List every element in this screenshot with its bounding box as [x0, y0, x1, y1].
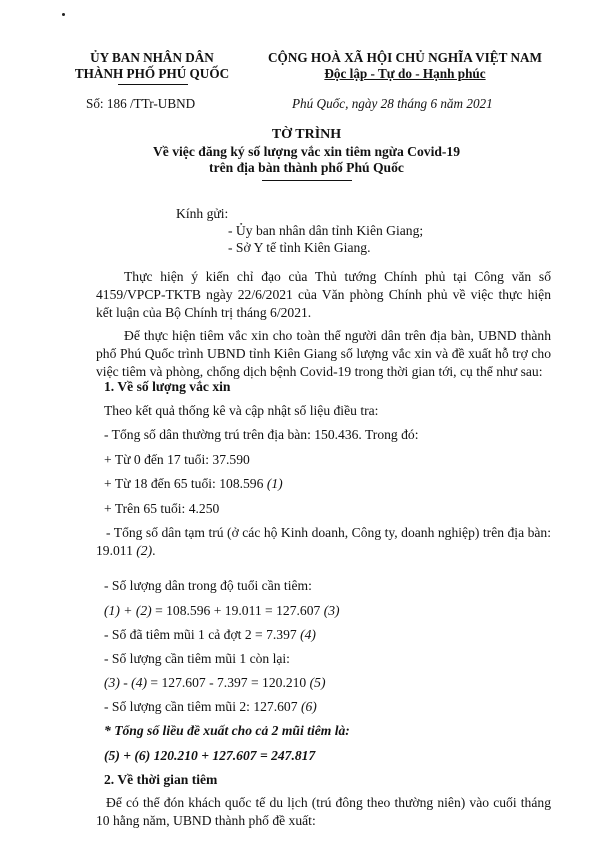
line-age-needing: - Số lượng dân trong độ tuổi cần tiêm: [104, 578, 312, 593]
line-dose1-remaining: - Số lượng cần tiêm mũi 1 còn lại: [104, 651, 290, 666]
formula-5: (3) - (4) = 127.607 - 7.397 = 120.210 (5) [104, 675, 326, 690]
line-temporary-residents: - Tổng số dân tạm trú (ở các hộ Kinh doanh, Công ty, doanh nghiệp) trên địa bàn: 19.011 (2). [96, 525, 551, 558]
national-motto: Độc lập - Tự do - Hạnh phúc [324, 66, 486, 81]
place-date: Phú Quốc, ngày 28 tháng 6 năm 2021 [292, 96, 493, 111]
recipient-1: - Ủy ban nhân dân tỉnh Kiên Giang; [228, 223, 424, 238]
line-dose2: - Số lượng cần tiêm mũi 2: 127.607 (6) [104, 699, 317, 714]
document-title: TỜ TRÌNH [271, 127, 342, 142]
line-age-18-65: + Từ 18 đến 65 tuổi: 108.596 (1) [104, 476, 283, 491]
document-subject-1: Về việc đăng ký số lượng vắc xin tiêm ngừa Covid-19 [152, 144, 461, 159]
paragraph-1: Thực hiện ý kiến chỉ đạo của Thủ tướng Chính phủ tại Công văn số 4159/VPCP-TKTB ngày 22/6/2021 của Văn phòng Chính phủ về việc thực hiện kết luận của Bộ Chính trị tháng 6/2021. [96, 269, 551, 320]
section-heading-1: 1. Về số lượng vắc xin [104, 379, 231, 394]
line-dose1-done: - Số đã tiêm mũi 1 cả đợt 2 = 7.397 (4) [104, 627, 316, 642]
document-subject-2: trên địa bàn thành phố Phú Quốc [209, 160, 404, 175]
national-title: CỘNG HOÀ XÃ HỘI CHỦ NGHĨA VIỆT NAM [268, 50, 542, 65]
document-number: Số: 186 /TTr-UBND [86, 96, 196, 111]
line-resident-total: - Tổng số dân thường trú trên địa bàn: 150.436. Trong đó: [104, 427, 419, 442]
paragraph-2: Để thực hiện tiêm vắc xin cho toàn thể người dân trên địa bàn, UBND thành phố Phú Quốc trình UBND tỉnh Kiên Giang số lượng vắc xin và đề xuất hỗ trợ cho việc tiêm và phòng, chống dịch bệnh Covid-19 trong thời gian tới, cụ thể như sau: [96, 328, 551, 379]
issuer-underline [118, 84, 188, 85]
scan-dot [62, 13, 65, 16]
line-survey: Theo kết quả thống kê và cập nhật số liệu điều tra: [104, 403, 379, 418]
line-total-proposed: * Tổng số liều đề xuất cho cả 2 mũi tiêm là: [104, 723, 350, 738]
paragraph-section-2: Để có thể đón khách quốc tế du lịch (trú đông theo thường niên) vào cuối tháng 10 hằng năm, UBND thành phố đề xuất: [96, 795, 551, 828]
recipients-label: Kính gửi: [176, 206, 229, 221]
section-heading-2: 2. Về thời gian tiêm [104, 772, 218, 787]
formula-3: (1) + (2) = 108.596 + 19.011 = 127.607 (3) [104, 603, 340, 618]
issuer-line-2: THÀNH PHỐ PHÚ QUỐC [74, 66, 230, 81]
line-age-over-65: + Trên 65 tuổi: 4.250 [104, 501, 220, 516]
line-age-0-17: + Từ 0 đến 17 tuổi: 37.590 [104, 452, 250, 467]
formula-total: (5) + (6) 120.210 + 127.607 = 247.817 [104, 748, 316, 763]
recipient-2: - Sở Y tế tỉnh Kiên Giang. [228, 240, 371, 255]
issuer-line-1: ỦY BAN NHÂN DÂN [90, 50, 214, 65]
title-underline [262, 180, 352, 181]
